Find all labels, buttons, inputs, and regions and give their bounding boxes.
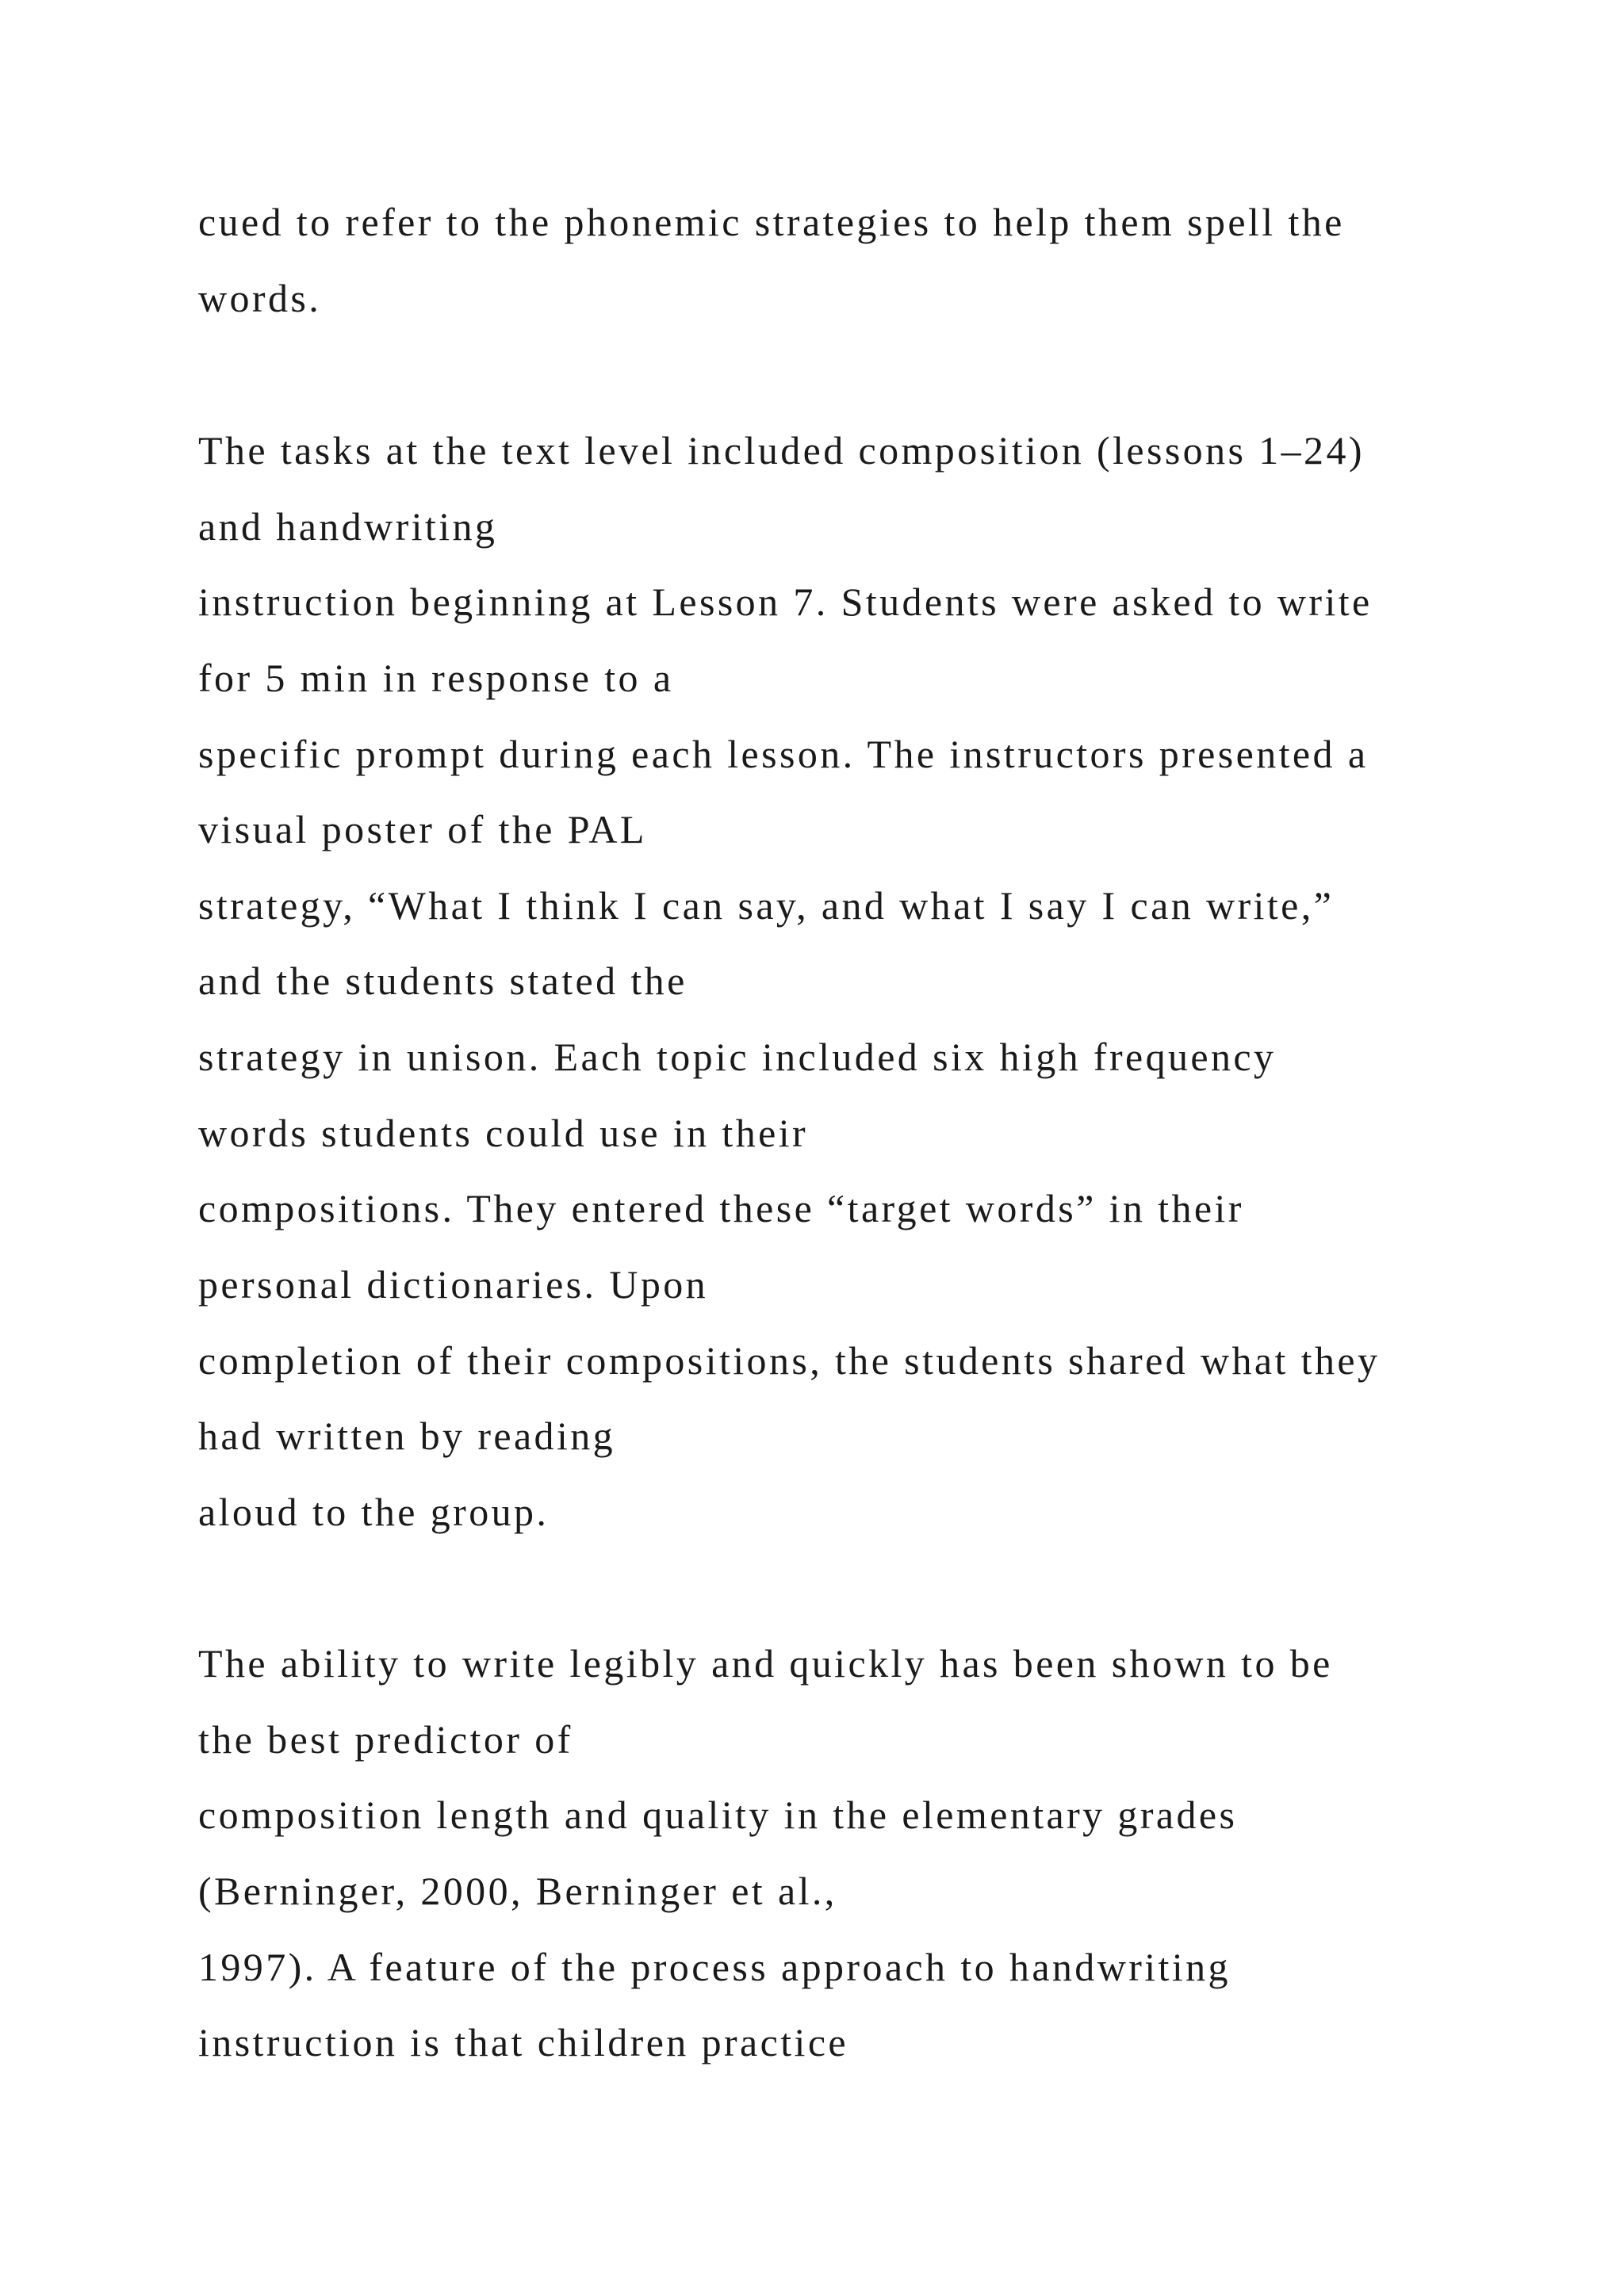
text-line: words students could use in their [198,1111,809,1155]
text-line: visual poster of the PAL [198,807,647,851]
text-line: specific prompt during each lesson. The instructors presented a [198,732,1369,776]
text-line: instruction is that children practice [198,2020,849,2064]
text-line: the best predictor of [198,1717,573,1762]
text-line: personal dictionaries. Upon [198,1262,709,1307]
text-line: and the students stated the [198,959,688,1003]
text-line: aloud to the group. [198,1490,550,1534]
text-line: compositions. They entered these “target words” in their [198,1186,1244,1230]
text-line: The ability to write legibly and quickly has been shown to be [198,1641,1333,1686]
text-line: instruction beginning at Lesson 7. Students were asked to write [198,580,1373,624]
text-line: The tasks at the text level included composition (lessons 1–24) [198,428,1365,473]
text-line: (Berninger, 2000, Berninger et al., [198,1869,837,1913]
text-line: words. [198,276,322,320]
text-line: 1997). A feature of the process approach to handwriting [198,1945,1231,1989]
text-line: for 5 min in response to a [198,656,674,700]
text-line: completion of their compositions, the students shared what they [198,1338,1381,1383]
text-line: cued to refer to the phonemic strategies to help them spell the [198,200,1345,244]
text-line: had written by reading [198,1414,616,1458]
text-line: strategy in unison. Each topic included six high frequency [198,1035,1277,1079]
text-line: strategy, “What I think I can say, and what I say I can write,” [198,883,1335,928]
text-line: and handwriting [198,504,498,549]
text-line: composition length and quality in the elementary grades [198,1793,1238,1837]
